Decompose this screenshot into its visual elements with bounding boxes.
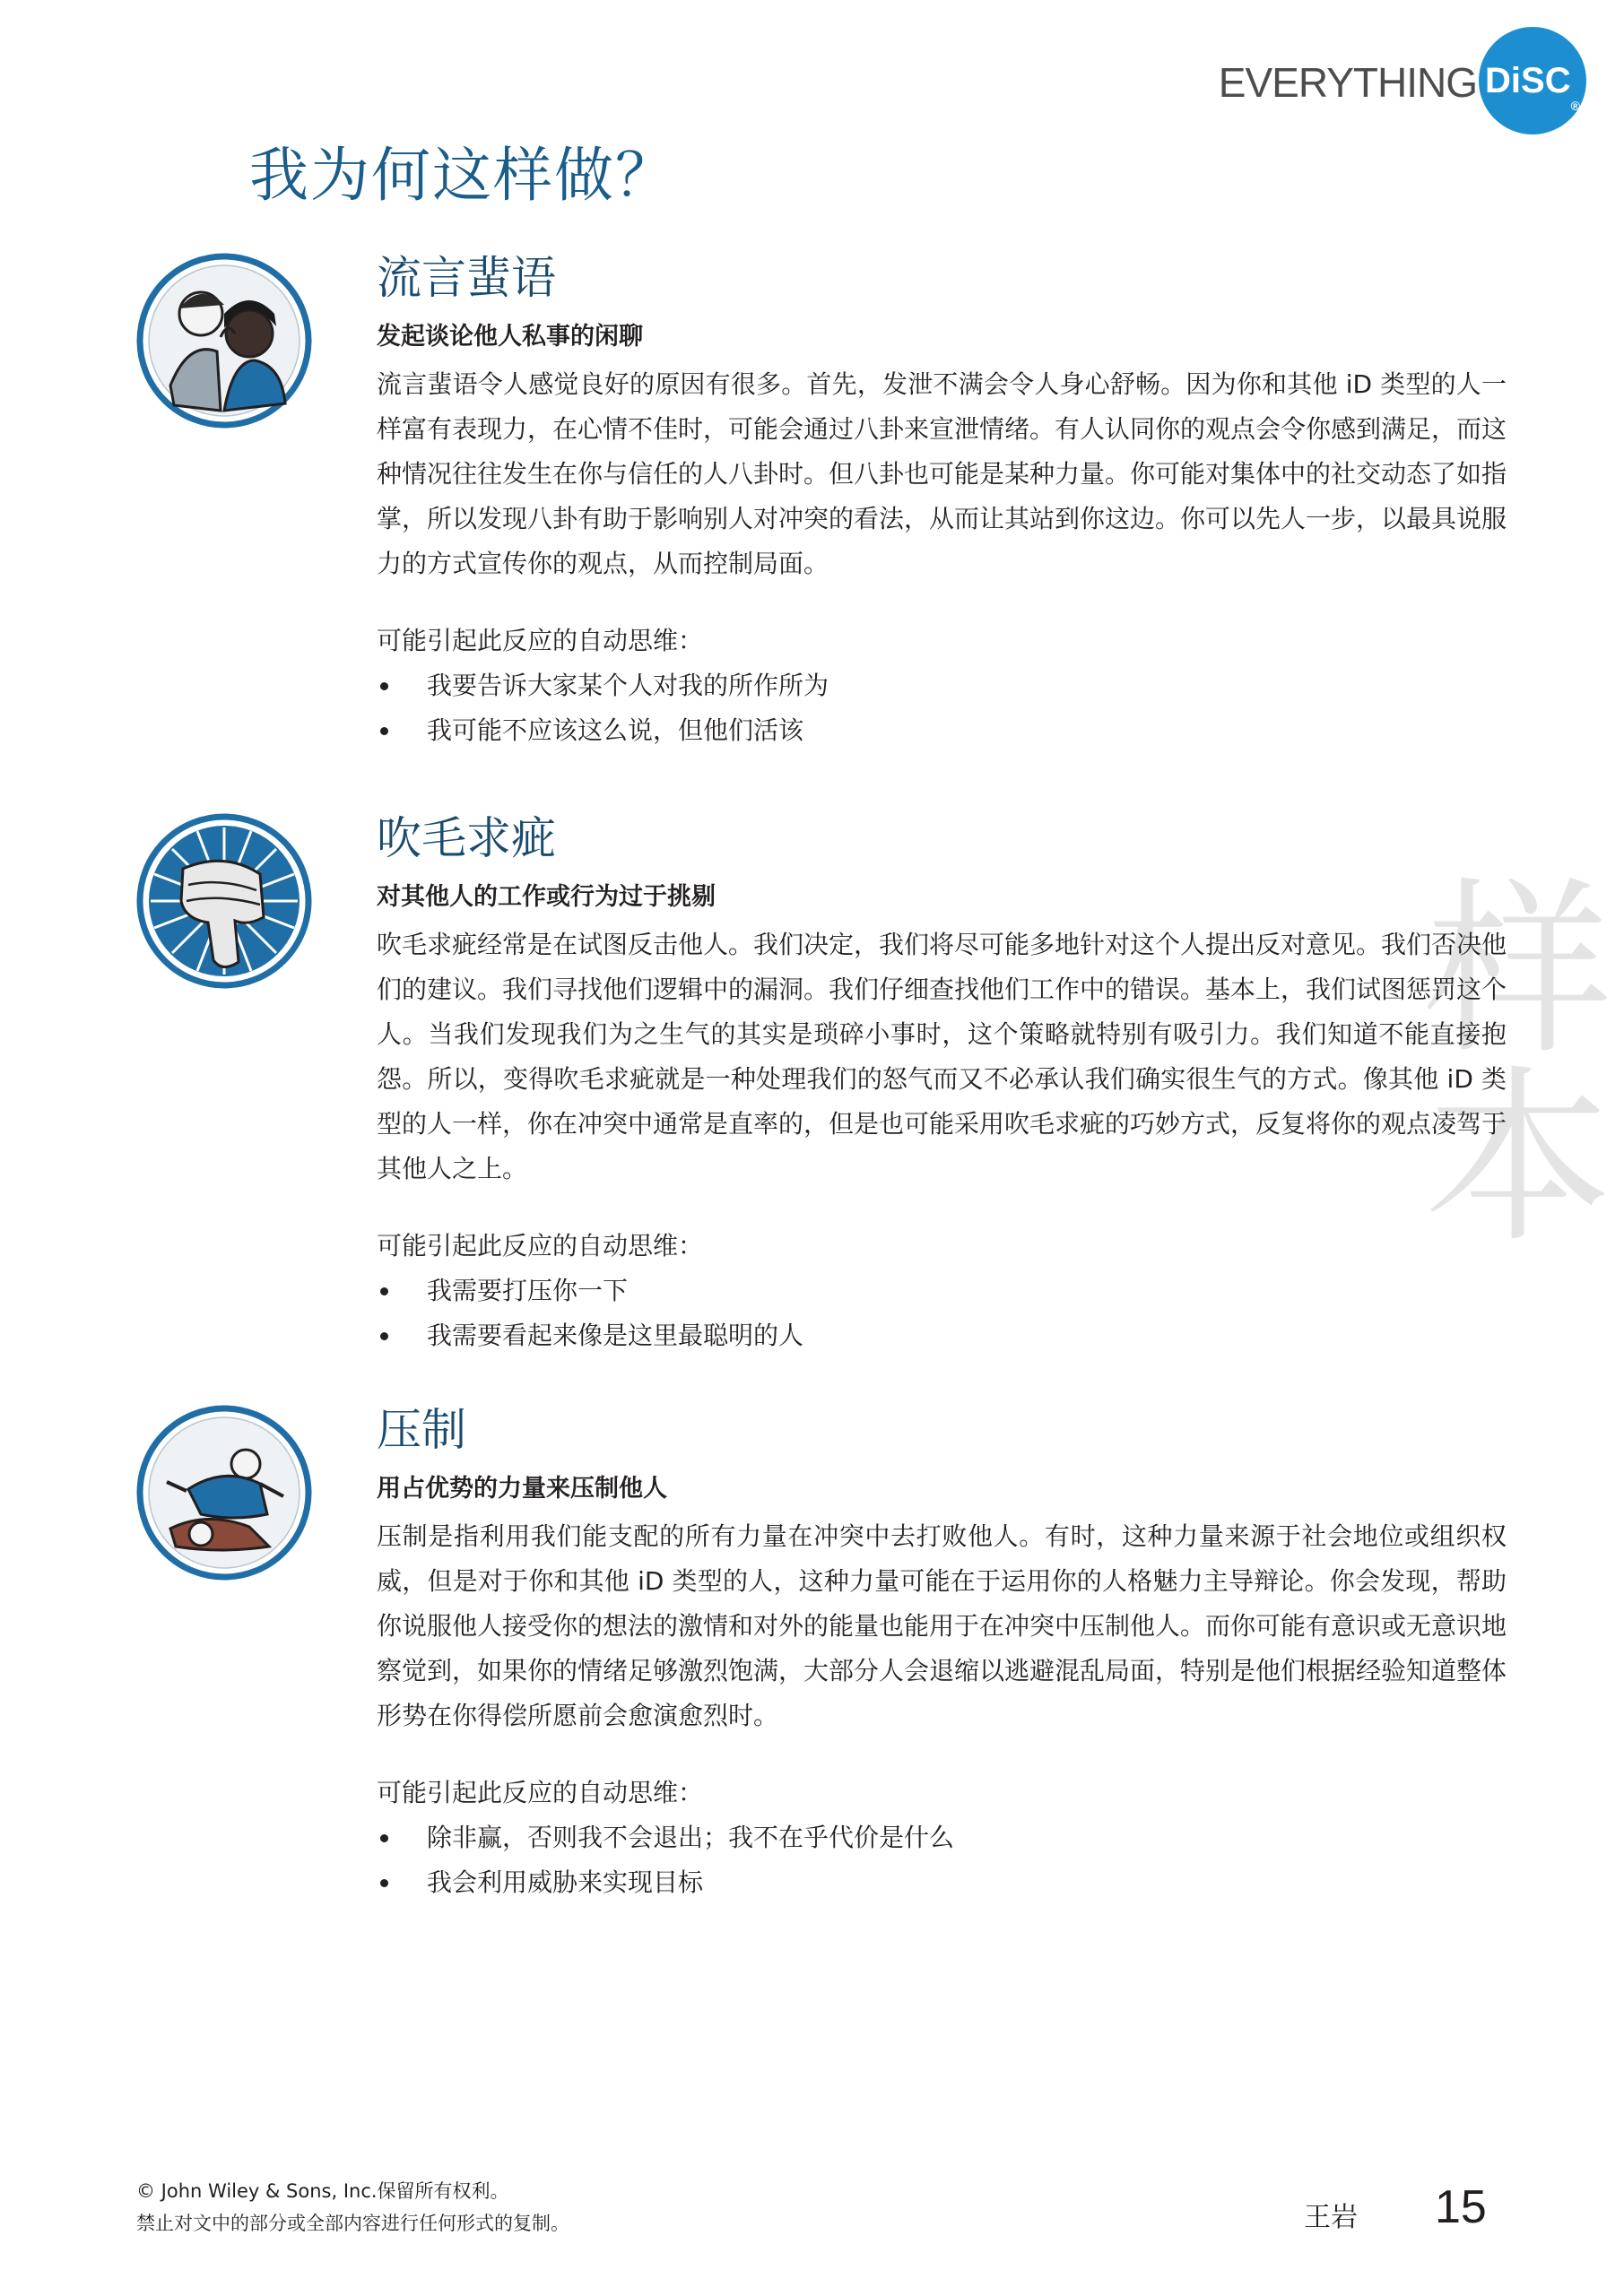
everything-disc-logo <box>1219 47 1586 118</box>
section-title: 流言蜚语 <box>377 252 556 304</box>
whispering-gossip-icon <box>135 251 314 430</box>
logo-wordmark: EVERYTHING <box>1218 59 1477 106</box>
list-item: 我需要打压你一下 <box>377 1269 1507 1313</box>
section-title: 吹毛求疵 <box>377 812 556 864</box>
list-item: 我要告诉大家某个人对我的所作所为 <box>377 663 1507 708</box>
page-number: 15 <box>1435 2181 1487 2233</box>
thumbs-down-icon <box>135 811 314 991</box>
page-title: 我为何这样做？ <box>249 141 676 210</box>
section-subtitle: 发起谈论他人私事的闲聊 <box>377 323 643 351</box>
automatic-thoughts-list <box>377 1269 1507 1358</box>
section-title: 压制 <box>377 1404 466 1456</box>
section-paragraph: 吹毛求疵经常是在试图反击他人。我们决定，我们将尽可能多地针对这个人提出反对意见。我们否决他们的建议。我们寻找他们逻辑中的漏洞。我们仔细查找他们工作中的错误。基本上，我们试图惩罚这个人。当我们发现我们为之生气的其实是琐碎小事时，这个策略就特别有吸引力。我们知道不能直接抱怨。所以，变得吹毛求疵就是一种处理我们的怒气而又不必承认我们确实很生气的方式。像其他 iD 类型的人一样，你在冲突中通常是直率的，但是也可能采用吹毛求疵的巧妙方式，反复将你的观点凌驾于其他人之上。 <box>377 930 1507 1183</box>
disc-badge-text: DiSC <box>1485 60 1571 100</box>
section-subtitle: 用占优势的力量来压制他人 <box>377 1475 667 1503</box>
registered-mark: ® <box>1570 99 1580 113</box>
section-body <box>377 1403 1507 1905</box>
disc-badge <box>1479 27 1586 134</box>
wrestling-overpower-icon <box>135 1403 314 1582</box>
copyright-line: © John Wiley & Sons, Inc.保留所有权利。 <box>136 2180 509 2202</box>
automatic-thoughts-lead: 可能引起此反应的自动思维： <box>377 1231 704 1261</box>
sample-watermark: 样本 <box>1393 870 1612 1246</box>
automatic-thoughts-lead: 可能引起此反应的自动思维： <box>377 626 704 655</box>
section-paragraph: 流言蜚语令人感觉良好的原因有很多。首先，发泄不满会令人身心舒畅。因为你和其他 iD 类型的人一样富有表现力，在心情不佳时，可能会通过八卦来宣泄情绪。有人认同你的观点会令你感到满足，而这种情况往往发生在你与信任的人八卦时。但八卦也可能是某种力量。你可能对集体中的社交动态了如指掌，所以发现八卦有助于影响别人对冲突的看法，从而让其站到你这边。你可以先人一步，以最具说服力的方式宣传你的观点，从而控制局面。 <box>377 369 1507 578</box>
footer-name: 王岩 <box>1304 2202 1358 2233</box>
section-paragraph: 压制是指利用我们能支配的所有力量在冲突中去打败他人。有时，这种力量来源于社会地位或组织权威，但是对于你和其他 iD 类型的人，这种力量可能在于运用你的人格魅力主导辩论。你会发现，帮助你说服他人接受你的想法的激情和对外的能量也能用于在冲突中压制他人。而你可能有意识或无意识地察觉到，如果你的情绪足够激烈饱满，大部分人会退缩以逃避混乱局面，特别是他们根据经验知道整体形势在你得偿所愿前会愈演愈烈时。 <box>377 1521 1507 1730</box>
automatic-thoughts-list <box>377 663 1507 753</box>
list-item: 我需要看起来像是这里最聪明的人 <box>377 1313 1507 1358</box>
list-item: 除非赢，否则我不会退出；我不在乎代价是什么 <box>377 1815 1507 1860</box>
section-subtitle: 对其他人的工作或行为过于挑剔 <box>377 883 716 911</box>
section-body <box>377 251 1507 753</box>
automatic-thoughts-lead: 可能引起此反应的自动思维： <box>377 1778 704 1807</box>
automatic-thoughts-list <box>377 1815 1507 1905</box>
copyright-line: 禁止对文中的部分或全部内容进行任何形式的复制。 <box>136 2213 569 2234</box>
footer-copyright <box>136 2175 569 2240</box>
section-body <box>377 811 1507 1358</box>
list-item: 我会利用威胁来实现目标 <box>377 1860 1507 1905</box>
list-item: 我可能不应该这么说，但他们活该 <box>377 708 1507 753</box>
